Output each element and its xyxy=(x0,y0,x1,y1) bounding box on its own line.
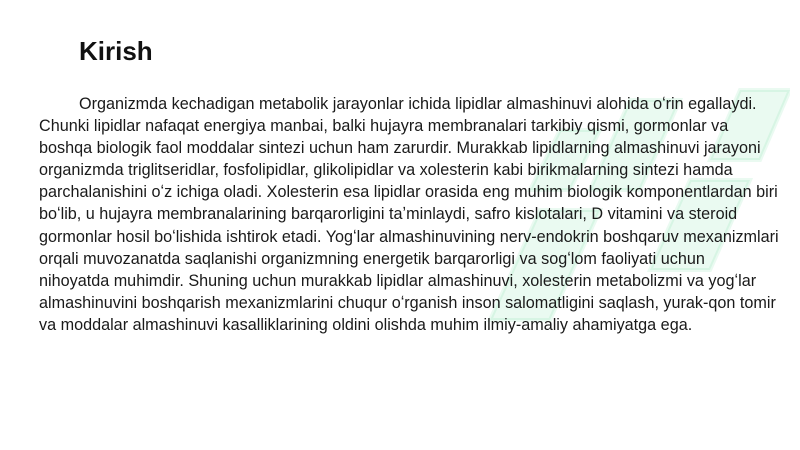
page-title: Kirish xyxy=(79,36,153,66)
body-paragraph: Organizmda kechadigan metabolik jarayonlar ichida lipidlar almashinuvi alohida oʻrin egallaydi. Chunki lipidlar nafaqat energiya manbai, balki hujayra membranalari tarkibiy qismi, gormonlar va boshqa biologik faol moddalar sintezi uchun ham zarurdir. Murakkab lipidlarning almashinuvi jarayoni organizmda triglitseridlar, fosfolipidlar, glikolipidlar va xolesterin kabi birikmalarning sintezi hamda parchalanishini oʻz ichiga oladi. Xolesterin esa lipidlar orasida eng muhim biologik komponentlardan biri boʻlib, u hujayra membranalarining barqarorligini taʼminlaydi, safro kislotalari, D vitamini va steroid gormonlar hosil boʻlishida ishtirok etadi. Yogʻlar almashinuvining nerv-endokrin boshqaruv mexanizmlari orqali muvozanatda saqlanishi organizmning energetik barqarorligi va sogʻlom faoliyati uchun nihoyatda muhimdir. Shuning uchun murakkab lipidlar almashinuvi, xolesterin metabolizmi va yogʻlar almashinuvini boshqarish mexanizmlarini chuqur oʻrganish inson salomatligini saqlash, yurak-qon tomir va moddalar almashinuvi kasalliklarining oldini olishda muhim ilmiy-amaliy ahamiyatga ega. xyxy=(39,95,779,334)
